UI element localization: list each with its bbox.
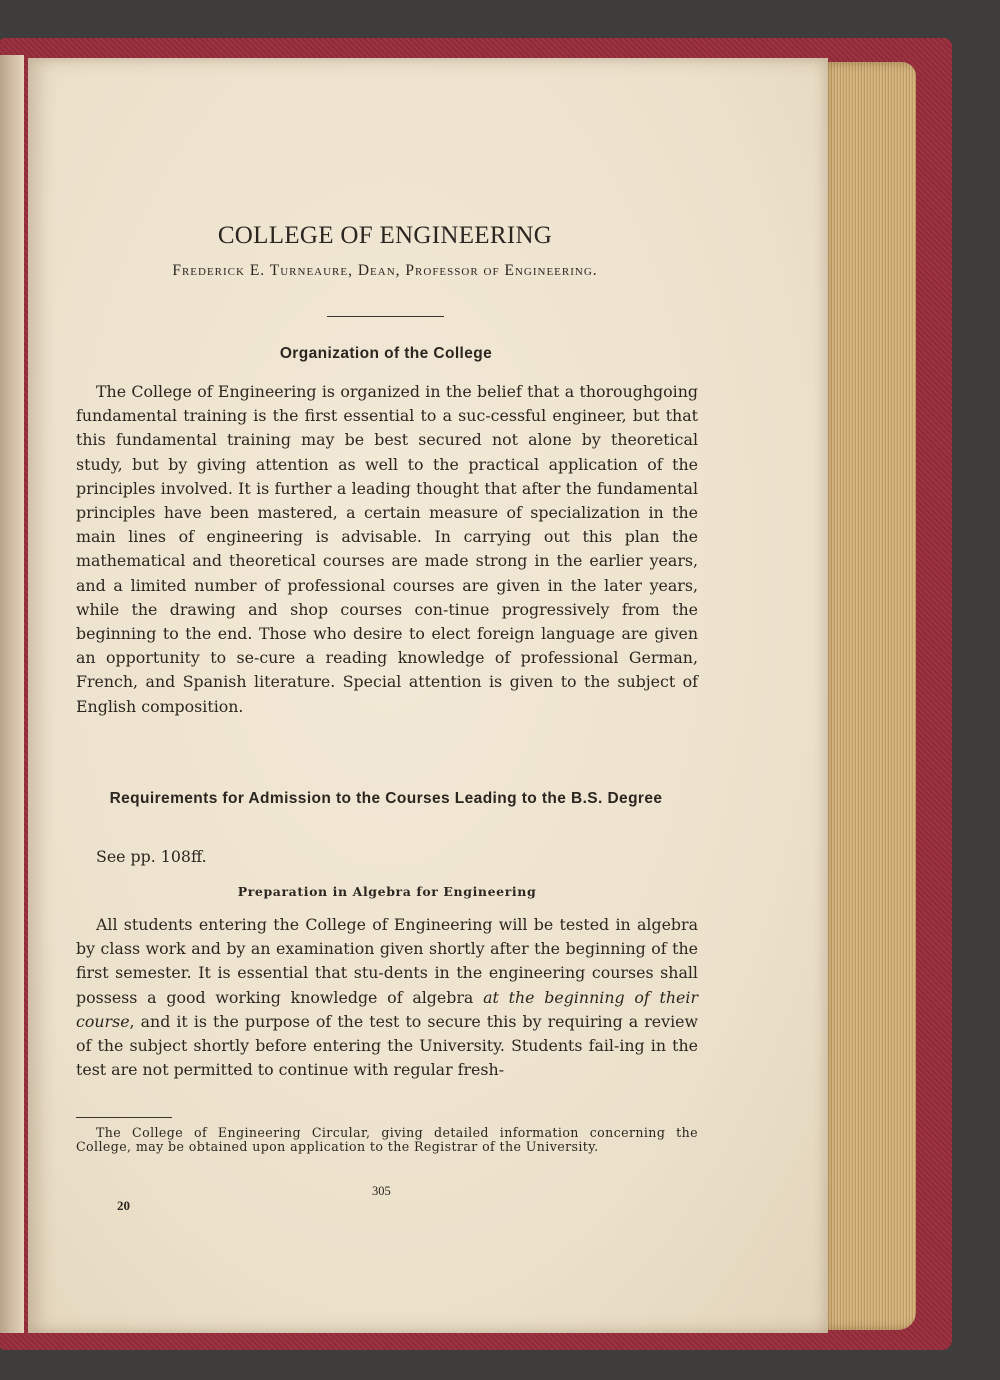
page-edges [818, 62, 916, 1330]
paragraph-organization: The College of Engineering is organized in the belief that a thoroughgoing fundamental training is the first essential to a suc-cessful engineer, but that this fundamental training may be best secured not alone by theoretical study, but by giving attention as well to the practical application of the principles involved. It is further a leading thought that after the fundamental principles have been mastered, a certain measure of specialization in the main lines of engineering is advisable. In carrying out this plan the mathematical and theoretical courses are made strong in the earlier years, and a limited number of professional courses are given in the later years, while the drawing and shop courses con-tinue progressively from the beginning to the end. Those who desire to elect foreign language are given an opportunity to se-cure a reading knowledge of professional German, French, and Spanish literature. Special attention is given to the subject of English composition. [76, 382, 698, 716]
paragraph-algebra [76, 913, 698, 1082]
footnote-rule [76, 1117, 172, 1118]
section-heading-organization: Organization of the College [279, 345, 493, 362]
signature-mark: 20 [117, 1198, 130, 1213]
page-title: COLLEGE OF ENGINEERING [217, 222, 553, 249]
reference-text: See pp. 108ff. [96, 847, 207, 866]
footnote: The College of Engineering Circular, giving detailed information concerning the College, may be obtained upon application to the Registrar of the University. [76, 1125, 698, 1154]
algebra-text-start: All students entering the College of Engineering will be tested in algebra by class work and by an examination given shortly after the beginning of the first semester. It is essential that stu-dents in the engineering courses shall possess a good working knowledge of algebra [76, 915, 698, 1007]
algebra-text-emphasis: at the beginning of their course [76, 987, 698, 1031]
title-rule [327, 316, 444, 317]
algebra-text-end: , and it is the purpose of the test to secure this by requiring a review of the subject shortly before entering the University. Students fail-ing in the test are not permitted to continue with regular fresh- [76, 1011, 698, 1080]
dean-byline: Frederick E. Turneaure, Dean, Professor of Engineering. [172, 262, 598, 279]
page-number: 305 [372, 1184, 391, 1198]
section-heading-algebra: Preparation in Algebra for Engineering [237, 884, 537, 899]
left-page-edge [0, 55, 24, 1333]
section-heading-requirements: Requirements for Admission to the Courses Leading to the B.S. Degree [109, 790, 663, 807]
